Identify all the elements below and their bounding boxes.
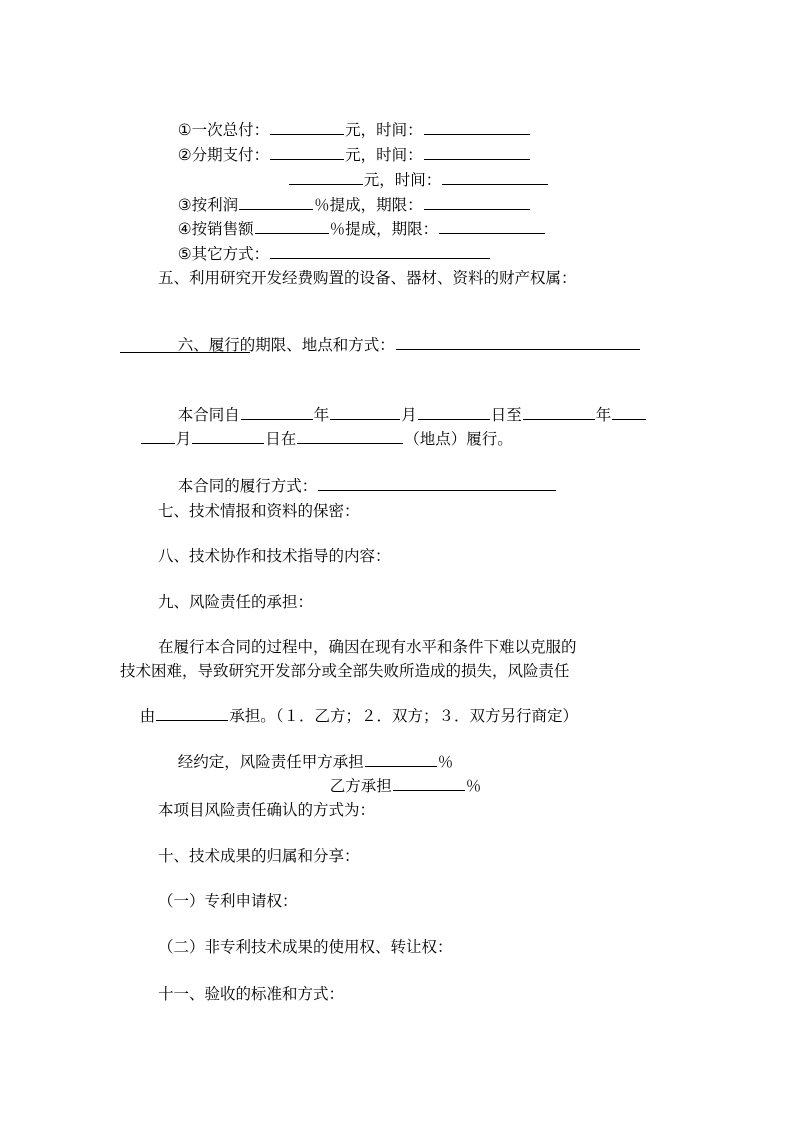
year-label: 年 — [313, 406, 330, 424]
other-method-blank[interactable] — [270, 243, 490, 259]
payment-other-label: ⑤其它方式： — [177, 245, 270, 263]
payment-sales-unit: ％提成，期限： — [329, 220, 439, 238]
payment-installment-2 — [268, 149, 549, 189]
section-6-blank-continued[interactable] — [120, 352, 250, 353]
risk-line-3 — [120, 685, 578, 725]
payment-sales-label: ④按销售额 — [177, 220, 254, 238]
place-label: （地点）履行。 — [404, 430, 513, 448]
month-blank[interactable] — [612, 404, 646, 420]
payment-other — [158, 223, 491, 263]
period-line-1 — [158, 384, 647, 424]
percent-sign: ％ — [437, 753, 454, 771]
section-5-heading: 五、利用研究开发经费购置的设备、器材、资料的财产权属： — [158, 269, 577, 287]
party-b-label: 乙方承担 — [329, 777, 392, 795]
section-6-text: 六、履行的期限、地点和方式： — [177, 336, 395, 354]
payment-lump-unit: 元，时间： — [345, 121, 423, 139]
period-line-2 — [120, 408, 513, 448]
party-b-percent-blank[interactable] — [393, 775, 465, 791]
risk-options-text: 承担。（１．乙方；２．双方；３．双方另行商定） — [229, 707, 578, 725]
month-blank-continued[interactable] — [141, 428, 175, 444]
payment-installment-label: ②分期支付： — [177, 146, 270, 164]
section-11-heading: 十一、验收的标准和方式： — [158, 985, 345, 1003]
month-label: 月 — [175, 430, 192, 448]
risk-line-2: 技术困难，导致研究开发部分或全部失败所造成的损失，风险责任 — [120, 662, 570, 680]
period-start-text: 本合同自 — [177, 406, 240, 424]
section-9-heading: 九、风险责任的承担： — [158, 593, 314, 611]
percent-sign: ％ — [465, 777, 482, 795]
payment-lump — [158, 99, 531, 139]
payment-profit-label: ③按利润 — [177, 196, 239, 214]
day-blank[interactable] — [192, 428, 264, 444]
method-label: 本合同的履行方式： — [177, 477, 318, 495]
party-a-label: 经约定，风险责任甲方承担 — [177, 753, 364, 771]
risk-party-blank[interactable] — [156, 705, 228, 721]
day-at-label: 日在 — [265, 430, 297, 448]
risk-line-1: 在履行本合同的过程中，确因在现有水平和条件下难以克服的 — [158, 638, 577, 656]
section-6-heading — [158, 314, 641, 354]
method-blank[interactable] — [318, 475, 556, 491]
section-10-heading: 十、技术成果的归属和分享： — [158, 847, 360, 865]
payment-installment2-unit: 元，时间： — [363, 171, 442, 189]
payment-profit-unit: ％提成，期限： — [314, 196, 423, 214]
patent-right-item: （一）专利申请权： — [158, 892, 298, 910]
day-to-label: 日至 — [490, 406, 522, 424]
section-6-blank[interactable] — [396, 334, 640, 350]
payment-lump-label: ①一次总付： — [177, 121, 270, 139]
place-blank[interactable] — [297, 428, 403, 444]
nonpatent-right-item: （二）非专利技术成果的使用权、转让权： — [158, 938, 453, 956]
risk-confirm-text: 本项目风险责任确认的方式为： — [158, 801, 376, 819]
payment-sales — [158, 198, 546, 238]
payment-installment-unit: 元，时间： — [345, 146, 423, 164]
section-7-heading: 七、技术情报和资料的保密： — [158, 502, 360, 520]
month-label: 月 — [401, 406, 417, 424]
payment-profit — [158, 174, 531, 214]
year-blank[interactable] — [523, 404, 595, 420]
risk-by-label: 由 — [139, 707, 156, 725]
payment-installment — [158, 124, 531, 164]
year-label: 年 — [595, 406, 612, 424]
agreed-party-b — [310, 755, 482, 795]
agreed-party-a — [158, 731, 454, 771]
method-line — [158, 455, 557, 495]
section-8-heading: 八、技术协作和技术指导的内容： — [158, 547, 391, 565]
